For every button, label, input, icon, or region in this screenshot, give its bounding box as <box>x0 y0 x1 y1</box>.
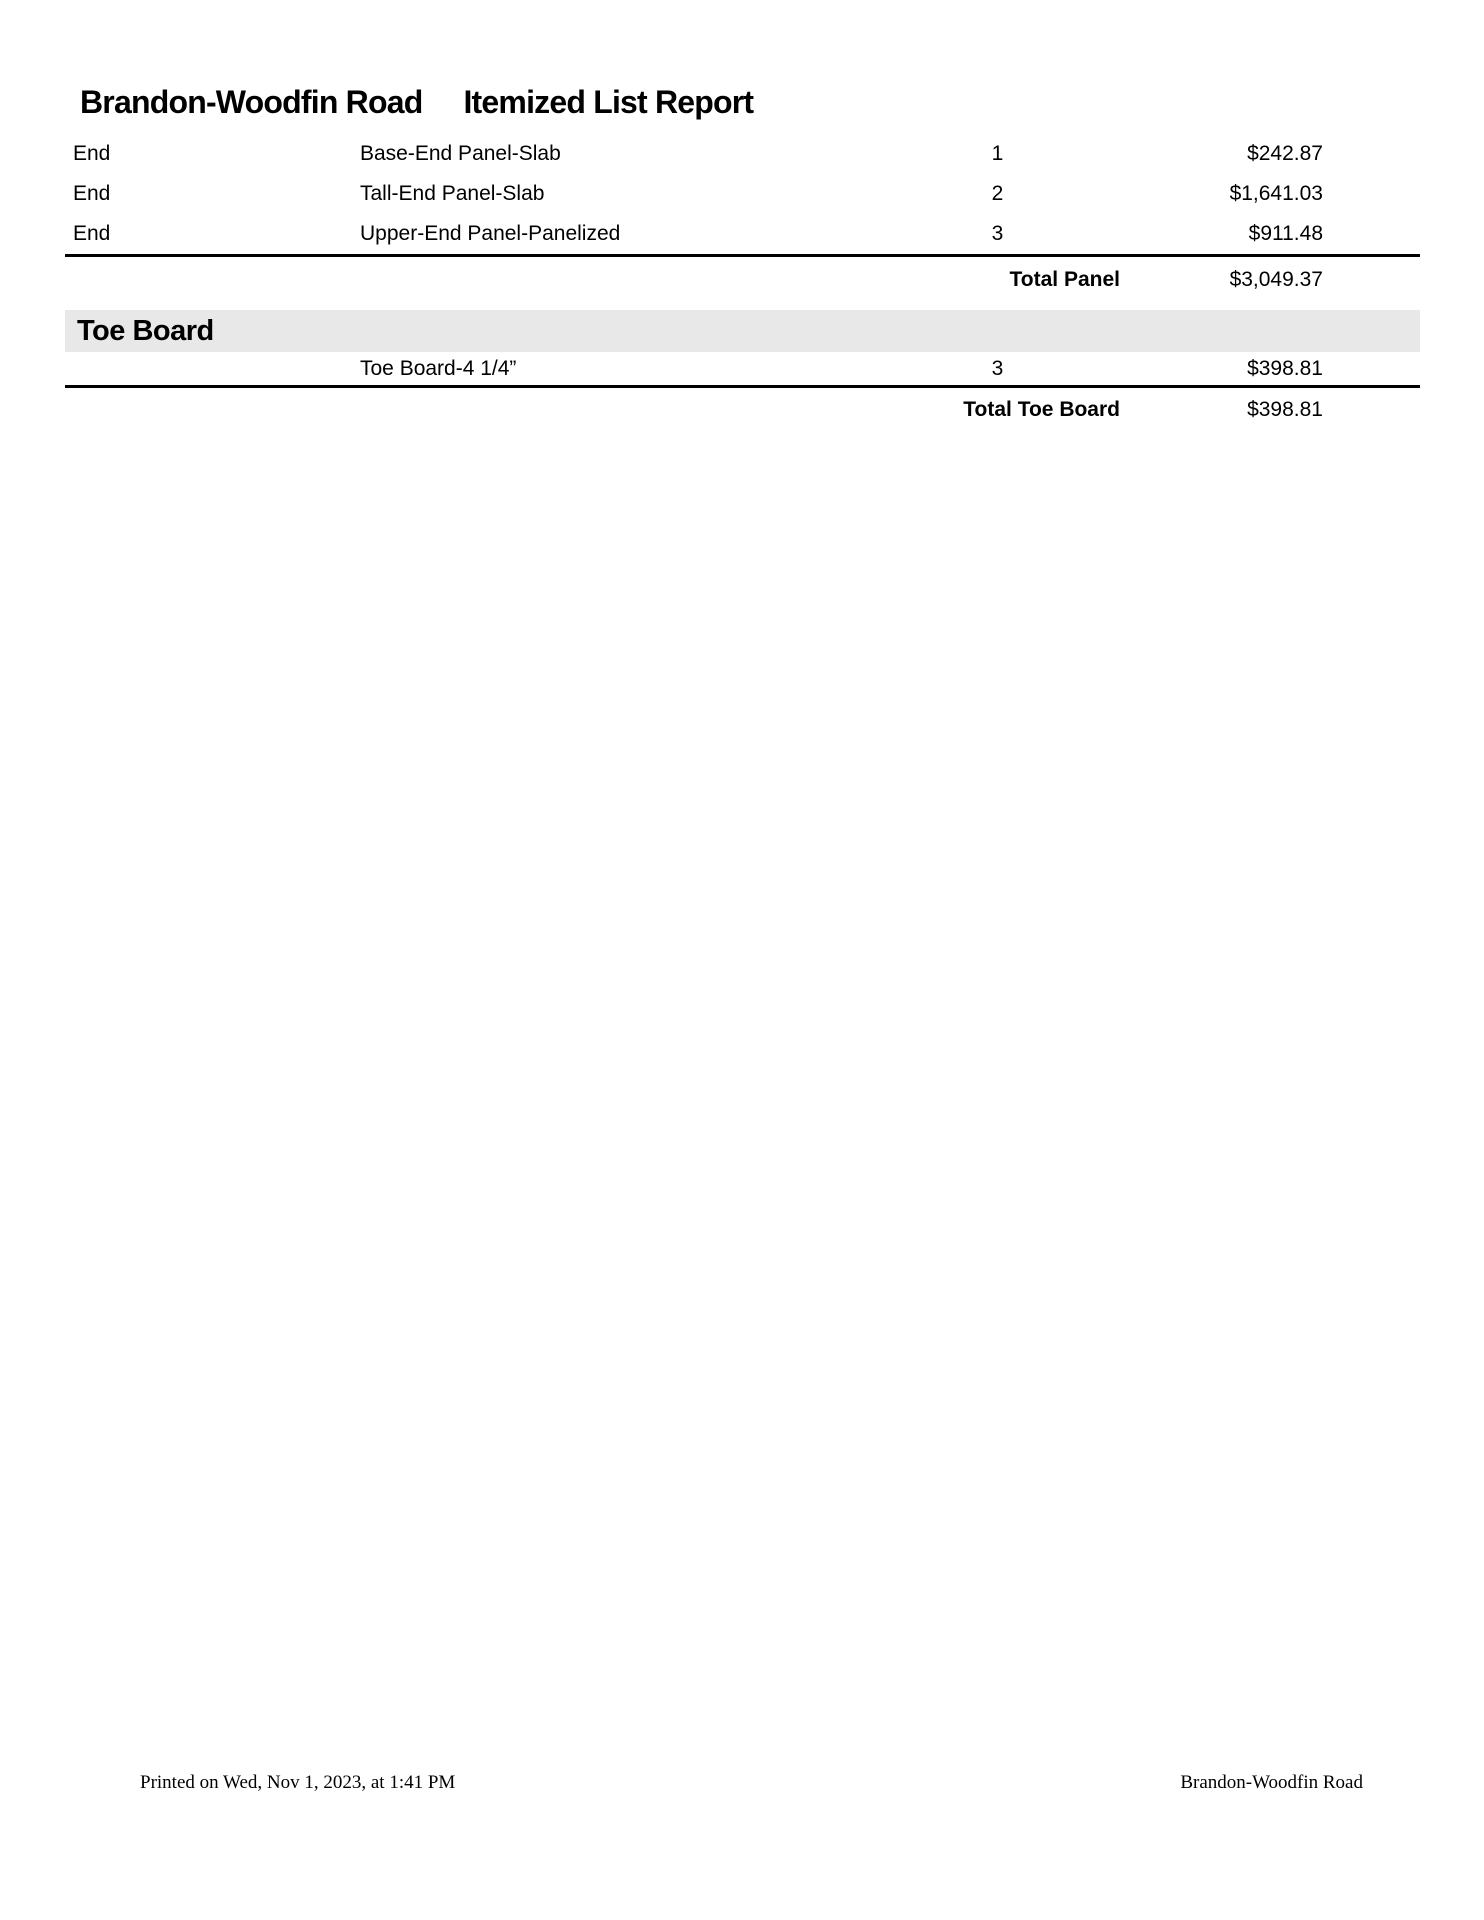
cell-quantity: 3 <box>991 222 1004 245</box>
footer-project-name: Brandon-Woodfin Road <box>1180 1772 1363 1793</box>
cell-price: $1,641.03 <box>1229 182 1323 205</box>
cell-room <box>65 352 360 385</box>
cell-room <box>65 257 360 303</box>
footer-printed-timestamp: Printed on Wed, Nov 1, 2023, at 1:41 PM <box>140 1772 456 1793</box>
cell-price: $911.48 <box>1248 222 1323 245</box>
project-name: Brandon-Woodfin Road <box>80 84 423 120</box>
cell-room: End <box>73 222 111 245</box>
cell-quantity: 2 <box>991 182 1004 205</box>
cell-room: End <box>73 182 111 205</box>
cell-description: Upper-End Panel-Panelized <box>360 222 621 245</box>
section-total-row <box>65 388 1420 432</box>
total-value: $398.81 <box>1247 398 1323 421</box>
table-row <box>65 174 1420 214</box>
total-label: Total Panel <box>1009 268 1120 291</box>
cell-spacer <box>1323 174 1420 214</box>
cell-description: Tall-End Panel-Slab <box>360 182 545 205</box>
section-total-row <box>65 257 1420 303</box>
cell-price: $242.87 <box>1247 142 1323 165</box>
cell-spacer <box>1323 214 1420 254</box>
cell-spacer <box>1323 134 1420 174</box>
cell-room <box>65 388 360 432</box>
total-label: Total Toe Board <box>963 398 1120 421</box>
cell-quantity: 3 <box>991 357 1004 380</box>
cell-spacer <box>1323 388 1420 432</box>
cell-description: Base-End Panel-Slab <box>360 142 561 165</box>
cell-description: Toe Board-4 1/4” <box>360 357 517 380</box>
table-row <box>65 134 1420 174</box>
table-row <box>65 214 1420 254</box>
cell-price: $398.81 <box>1247 357 1323 380</box>
cell-room: End <box>73 142 111 165</box>
page-title <box>80 84 753 121</box>
cell-spacer <box>1323 352 1420 385</box>
itemized-table <box>65 134 1420 432</box>
total-value: $3,049.37 <box>1229 268 1323 291</box>
cell-quantity: 1 <box>991 142 1004 165</box>
section-header-toe-board: Toe Board <box>65 310 1420 352</box>
cell-description <box>360 257 875 303</box>
cell-description <box>360 388 875 432</box>
report-type: Itemized List Report <box>463 84 754 120</box>
table-row <box>65 352 1420 385</box>
cell-spacer <box>1323 257 1420 303</box>
